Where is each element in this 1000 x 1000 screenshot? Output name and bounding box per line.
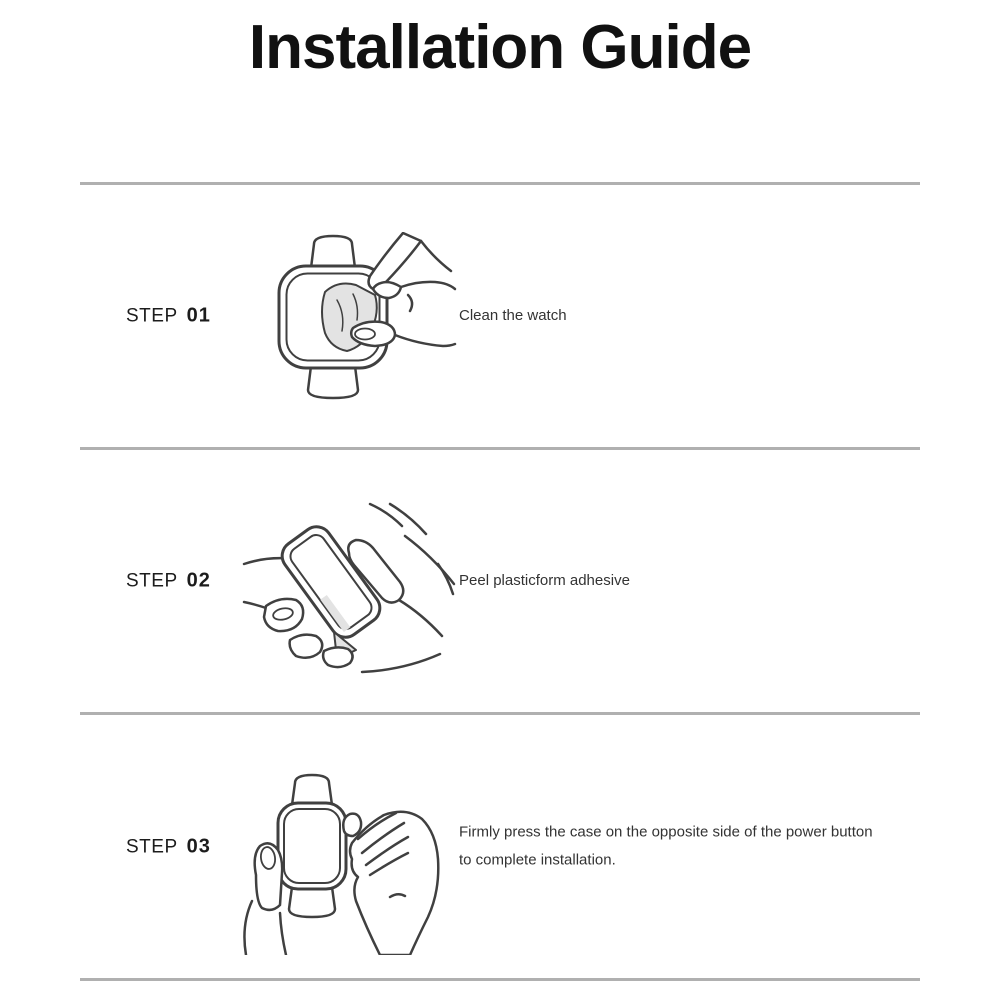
step-number: 01 — [186, 304, 211, 327]
press-case-illustration — [240, 755, 460, 960]
step-word: STEP — [126, 305, 178, 327]
watch-cleaning-illustration — [258, 232, 458, 407]
page-title: Installation Guide — [248, 13, 752, 82]
step-word: STEP — [126, 570, 178, 592]
step-row-03 — [0, 715, 1000, 978]
header — [0, 0, 1000, 182]
step-description-03: Firmly press the case on the opposite side of the power button to complete installation. — [459, 823, 873, 869]
peel-adhesive-illustration — [242, 502, 474, 683]
step-row-02 — [0, 450, 1000, 712]
step-number: 03 — [186, 835, 211, 857]
divider — [80, 978, 920, 981]
step-description-02: Peel plasticform adhesive — [459, 571, 630, 589]
step-label-02 — [126, 570, 211, 593]
step-row-01 — [0, 185, 1000, 447]
step-label-01 — [126, 305, 211, 328]
step-number: 02 — [186, 569, 211, 592]
step-description-01: Clean the watch — [459, 306, 567, 324]
step-word: STEP — [126, 836, 178, 857]
step-label-03 — [126, 835, 211, 858]
